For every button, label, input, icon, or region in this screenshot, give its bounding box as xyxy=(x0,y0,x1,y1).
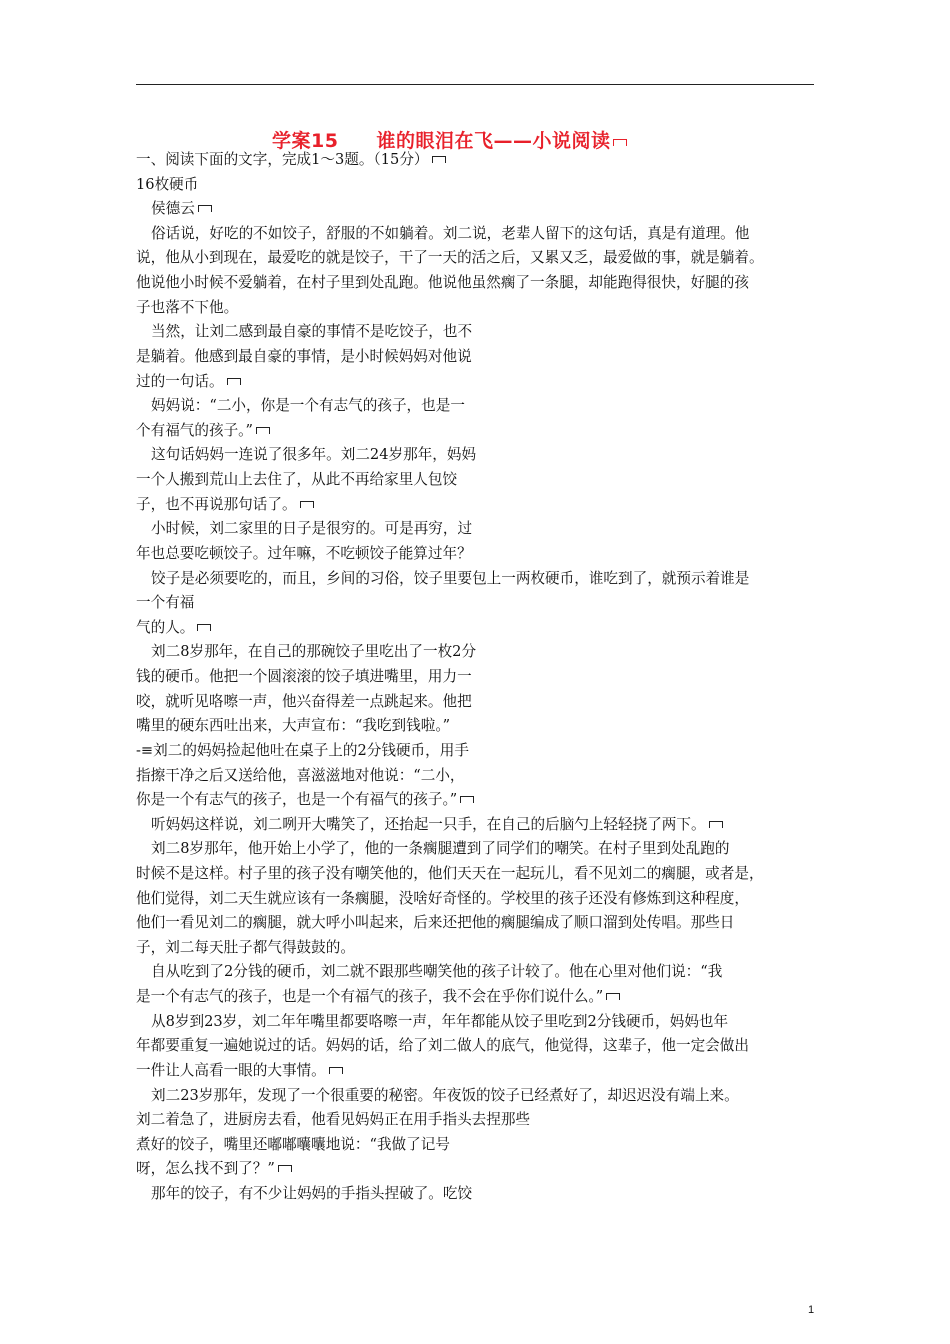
text-line-content: 子，刘二每天肚子都气得鼓鼓的。 xyxy=(136,938,355,956)
text-line xyxy=(151,963,722,981)
text-line-content: 年也总要吃顿饺子。过年嘛，不吃顿饺子能算过年？ xyxy=(136,544,472,562)
text-line-content: 他们一看见刘二的瘸腿，就大呼小叫起来，后来还把他的瘸腿编成了顺口溜到处传唱。那些日 xyxy=(136,914,735,932)
text-line-content: 是躺着。他感到最自豪的事情，是小时候妈妈对他说 xyxy=(136,347,472,365)
text-line xyxy=(151,816,723,834)
edit-mark-icon xyxy=(460,796,474,803)
edit-mark-icon xyxy=(278,1165,292,1172)
text-line-content: 从8岁到23岁，刘二年年嘴里都要咯嚓一声，年年都能从饺子里吃到2分钱硬币，妈妈也年 xyxy=(151,1012,729,1030)
text-line-content: 一、阅读下面的文字，完成1～3题。（15分） xyxy=(136,151,429,168)
text-line xyxy=(136,742,469,760)
text-line-content: 子也落不下他。 xyxy=(136,298,239,316)
text-line-content: 刘二8岁那年，他开始上小学了，他的一条瘸腿遭到了同学们的嘲笑。在村子里到处乱跑的 xyxy=(151,840,730,858)
text-line-content: 那年的饺子，有不少让妈妈的手指头捏破了。吃饺 xyxy=(151,1185,473,1203)
text-line xyxy=(136,619,211,637)
text-line-content: 刘二23岁那年，发现了一个很重要的秘密。年夜饭的饺子已经煮好了，却迟迟没有端上来。 xyxy=(151,1086,739,1104)
edit-mark-icon xyxy=(198,205,212,212)
text-line-content: 他说他小时候不爱躺着，在村子里到处乱跑。他说他虽然瘸了一条腿，却能跑得很快，好腿的孩 xyxy=(136,274,749,292)
edit-mark-icon xyxy=(256,427,270,434)
title-main: 谁的眼泪在飞——小说阅读 xyxy=(376,130,611,152)
text-line xyxy=(136,594,194,612)
text-line xyxy=(136,1136,450,1154)
text-line xyxy=(136,373,241,391)
text-line-content: 是一个有志气的孩子，也是一个有福气的孩子，我不会在乎你们说什么。” xyxy=(136,988,604,1006)
edit-mark-icon xyxy=(300,501,314,508)
text-line xyxy=(136,274,749,292)
text-line-content: 刘二8岁那年，在自己的那碗饺子里吃出了一枚2分 xyxy=(151,643,477,661)
text-line-content: -≡刘二的妈妈捡起他吐在桌子上的2分钱硬币，用手 xyxy=(136,741,469,759)
text-line-content: 妈妈说：“二小，你是一个有志气的孩子，也是一 xyxy=(151,397,465,415)
edit-mark-icon xyxy=(613,139,627,146)
text-line xyxy=(136,668,472,686)
edit-mark-icon xyxy=(329,1067,343,1074)
text-line xyxy=(136,299,238,317)
text-line xyxy=(136,693,472,711)
text-line xyxy=(136,791,474,809)
text-line-content: 刘二着急了，进厨房去看，他看见妈妈正在用手指头去捏那些 xyxy=(136,1111,531,1129)
text-line xyxy=(151,520,472,538)
text-line xyxy=(136,151,446,169)
text-line-content: 子，也不再说那句话了。 xyxy=(136,495,297,513)
text-line-content: 16枚硬币 xyxy=(136,175,199,193)
text-line-content: 个有福气的孩子。” xyxy=(136,421,253,439)
text-line-content: 一个有福 xyxy=(136,594,195,612)
text-line xyxy=(151,840,729,858)
text-line xyxy=(136,1037,749,1055)
title-prefix: 学案15 xyxy=(272,130,339,152)
text-line-content: 指擦干净之后又送给他，喜滋滋地对他说：“二小， xyxy=(136,766,465,784)
text-line xyxy=(136,988,620,1006)
text-line xyxy=(136,767,465,785)
text-line xyxy=(136,1111,530,1129)
text-line xyxy=(136,422,270,440)
text-line-content: 听妈妈这样说，刘二咧开大嘴笑了，还抬起一只手，在自己的后脑勺上轻轻挠了两下。 xyxy=(151,815,706,833)
text-line xyxy=(151,570,749,588)
text-line xyxy=(151,446,476,464)
text-line xyxy=(136,939,355,957)
text-line-content: 这句话妈妈一连说了很多年。刘二24岁那年，妈妈 xyxy=(151,446,477,464)
edit-mark-icon xyxy=(709,821,723,828)
text-line xyxy=(136,1160,292,1178)
text-line-content: 俗话说，好吃的不如饺子，舒服的不如躺着。刘二说，老辈人留下的这句话，真是有道理。他 xyxy=(151,224,750,242)
text-line-content: 饺子是必须要吃的，而且，乡间的习俗，饺子里要包上一两枚硬币，谁吃到了，就预示着谁是 xyxy=(151,569,750,587)
text-line xyxy=(136,914,734,932)
text-line-content: 钱的硬币。他把一个圆滚滚的饺子填进嘴里，用力一 xyxy=(136,668,472,686)
edit-mark-icon xyxy=(606,993,620,1000)
text-line-content: 一个人搬到荒山上去住了，从此不再给家里人包饺 xyxy=(136,471,458,489)
edit-mark-icon xyxy=(432,156,446,163)
text-line xyxy=(136,249,764,267)
text-line xyxy=(136,348,472,366)
text-line-content: 侯德云 xyxy=(151,200,195,218)
text-line-content: 呀，怎么找不到了？” xyxy=(136,1160,275,1178)
text-line xyxy=(151,323,472,341)
text-line-content: 时候不是这样。村子里的孩子没有嘲笑他的，他们天天在一起玩儿，看不见刘二的瘸腿，或者是， xyxy=(136,864,764,882)
text-line xyxy=(136,865,764,883)
edit-mark-icon xyxy=(227,378,241,385)
text-line xyxy=(151,643,476,661)
text-line xyxy=(136,1062,343,1080)
text-line xyxy=(151,200,212,218)
text-line-content: 嘴里的硬东西吐出来，大声宣布：“我吃到钱啦。” xyxy=(136,717,451,735)
text-line xyxy=(136,471,457,489)
text-line-content: 煮好的饺子，嘴里还嘟嘟囔囔地说：“我做了记号 xyxy=(136,1135,450,1153)
text-line xyxy=(151,225,749,243)
text-line xyxy=(136,717,450,735)
text-line-content: 你是一个有志气的孩子，也是一个有福气的孩子。” xyxy=(136,791,458,809)
text-line xyxy=(136,176,198,194)
text-line xyxy=(151,1087,739,1105)
text-line-content: 咬，就听见咯嚓一声，他兴奋得差一点跳起来。他把 xyxy=(136,692,472,710)
edit-mark-icon xyxy=(197,624,211,631)
page-title xyxy=(272,126,627,153)
text-line xyxy=(151,397,465,415)
text-line-content: 过的一句话。 xyxy=(136,372,224,390)
text-line-content: 一件让人高看一眼的大事情。 xyxy=(136,1061,326,1079)
text-line-content: 小时候，刘二家里的日子是很穷的。可是再穷，过 xyxy=(151,520,473,538)
text-line-content: 气的人。 xyxy=(136,618,195,636)
text-line-content: 他们觉得，刘二天生就应该有一条瘸腿，没啥好奇怪的。学校里的孩子还没有修炼到这种程度， xyxy=(136,889,749,907)
text-line-content: 年都要重复一遍她说过的话。妈妈的话，给了刘二做人的底气，他觉得，这辈子，他一定会做出 xyxy=(136,1037,749,1055)
text-line xyxy=(151,1013,728,1031)
text-line-content: 说，他从小到现在，最爱吃的就是饺子，干了一天的活之后，又累又乏，最爱做的事，就是躺着。 xyxy=(136,249,764,267)
header-rule xyxy=(136,84,814,85)
text-line xyxy=(136,545,472,563)
text-line-content: 自从吃到了2分钱的硬币，刘二就不跟那些嘲笑他的孩子计较了。他在心里对他们说：“我 xyxy=(151,963,723,981)
text-line xyxy=(136,890,749,908)
text-line xyxy=(151,1185,472,1203)
text-line xyxy=(136,496,314,514)
page-number: 1 xyxy=(808,1304,815,1316)
text-line-content: 当然，让刘二感到最自豪的事情不是吃饺子，也不 xyxy=(151,323,473,341)
